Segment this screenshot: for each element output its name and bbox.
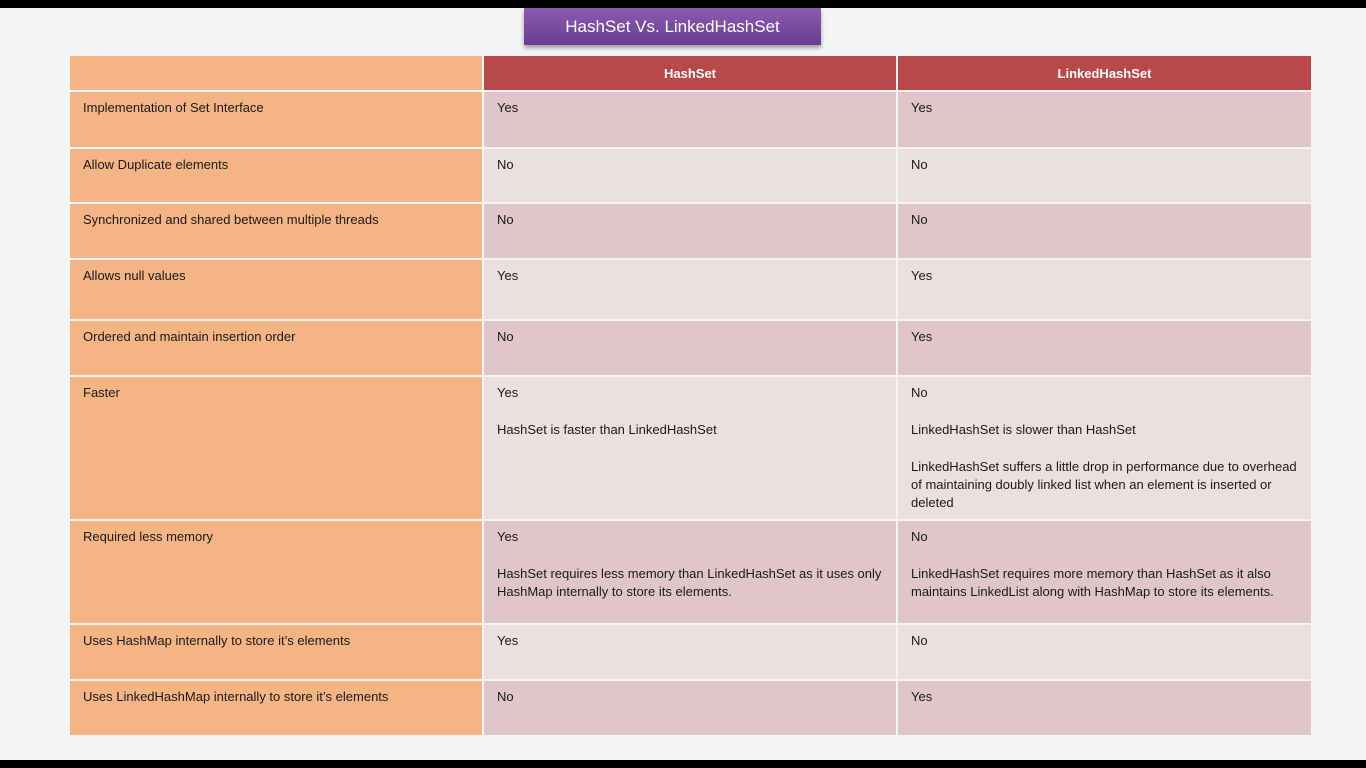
criterion-cell: Required less memory <box>70 521 482 623</box>
hashset-cell <box>484 260 896 319</box>
header-hashset: HashSet <box>484 56 896 90</box>
linkedhashset-value: Yes <box>911 329 933 344</box>
comparison-table <box>68 54 1313 737</box>
linkedhashset-value: Yes <box>911 268 933 283</box>
linkedhashset-cell <box>898 149 1311 202</box>
linkedhashset-cell <box>898 92 1311 147</box>
linkedhashset-cell <box>898 681 1311 735</box>
bottom-letterbox-bar <box>0 760 1366 768</box>
table-row <box>70 92 1311 147</box>
hashset-value: Yes <box>497 529 519 544</box>
linkedhashset-value: No <box>911 385 928 400</box>
linkedhashset-note: LinkedHashSet is slower than HashSet <box>911 422 1136 437</box>
linkedhashset-cell <box>898 260 1311 319</box>
hashset-value: No <box>497 329 514 344</box>
hashset-value: No <box>497 689 514 704</box>
hashset-value: Yes <box>497 385 519 400</box>
hashset-cell <box>484 377 896 519</box>
criterion-cell: Uses LinkedHashMap internally to store it’s elements <box>70 681 482 735</box>
linkedhashset-cell <box>898 321 1311 375</box>
table-row <box>70 149 1311 202</box>
table-row <box>70 521 1311 623</box>
linkedhashset-cell <box>898 625 1311 679</box>
linkedhashset-value: No <box>911 633 928 648</box>
slide-title: HashSet Vs. LinkedHashSet <box>524 8 821 45</box>
hashset-cell <box>484 92 896 147</box>
linkedhashset-value: Yes <box>911 689 933 704</box>
criterion-cell: Implementation of Set Interface <box>70 92 482 147</box>
criterion-cell: Allows null values <box>70 260 482 319</box>
linkedhashset-cell <box>898 377 1311 519</box>
linkedhashset-value: No <box>911 212 928 227</box>
hashset-cell <box>484 204 896 258</box>
linkedhashset-note: LinkedHashSet requires more memory than HashSet as it also maintains LinkedList along with HashMap to store its elements. <box>911 566 1274 599</box>
table-row <box>70 321 1311 375</box>
top-letterbox-bar <box>0 0 1366 8</box>
hashset-cell <box>484 321 896 375</box>
criterion-cell: Uses HashMap internally to store it’s elements <box>70 625 482 679</box>
linkedhashset-note-detail: LinkedHashSet suffers a little drop in performance due to overhead of maintaining doubly linked list when an element is inserted or deleted <box>911 459 1297 510</box>
linkedhashset-value: No <box>911 157 928 172</box>
linkedhashset-value: No <box>911 529 928 544</box>
hashset-note: HashSet requires less memory than LinkedHashSet as it uses only HashMap internally to store its elements. <box>497 566 882 599</box>
criterion-cell: Synchronized and shared between multiple threads <box>70 204 482 258</box>
header-row <box>70 56 1311 90</box>
hashset-value: No <box>497 157 514 172</box>
criterion-cell: Allow Duplicate elements <box>70 149 482 202</box>
table-row <box>70 204 1311 258</box>
hashset-value: Yes <box>497 100 519 115</box>
hashset-cell <box>484 149 896 202</box>
hashset-value: Yes <box>497 633 519 648</box>
linkedhashset-cell <box>898 521 1311 623</box>
header-blank-cell <box>70 56 482 90</box>
table-row <box>70 681 1311 735</box>
header-linkedhashset: LinkedHashSet <box>898 56 1311 90</box>
criterion-cell: Ordered and maintain insertion order <box>70 321 482 375</box>
hashset-cell <box>484 681 896 735</box>
hashset-note: HashSet is faster than LinkedHashSet <box>497 422 717 437</box>
hashset-cell <box>484 521 896 623</box>
linkedhashset-value: Yes <box>911 100 933 115</box>
hashset-cell <box>484 625 896 679</box>
table-row <box>70 260 1311 319</box>
linkedhashset-cell <box>898 204 1311 258</box>
criterion-cell: Faster <box>70 377 482 519</box>
table-row <box>70 377 1311 519</box>
hashset-value: Yes <box>497 268 519 283</box>
table-row <box>70 625 1311 679</box>
hashset-value: No <box>497 212 514 227</box>
